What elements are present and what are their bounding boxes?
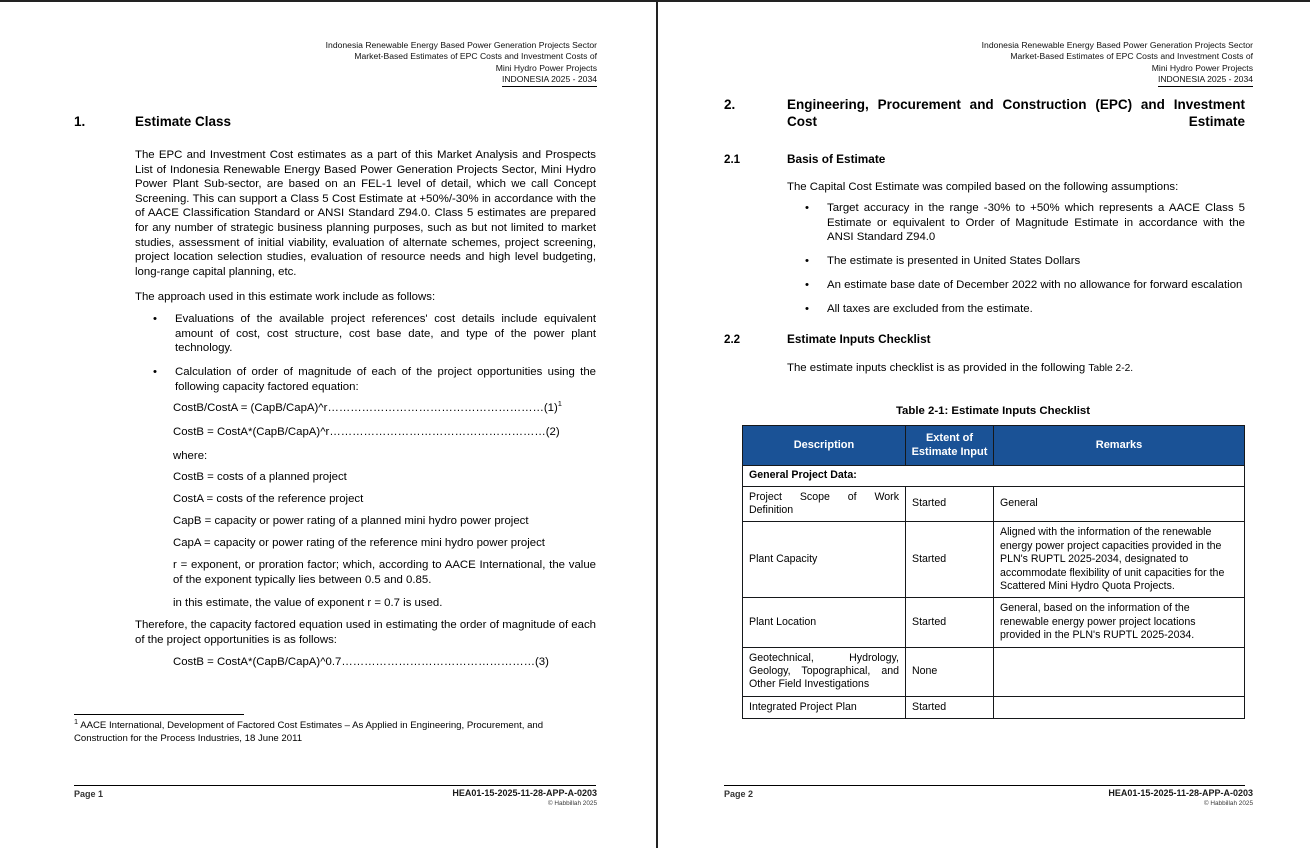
definition-r-value: in this estimate, the value of exponent r = 0.7 is used.: [173, 597, 443, 609]
footnote-separator: [74, 714, 244, 715]
page-2: [656, 2, 1310, 848]
column-header-extent-line-1: Extent of: [925, 432, 974, 444]
page-number-2: Page 2: [724, 789, 754, 799]
running-header-line-2: Market-Based Estimates of EPC Costs and Investment Costs of: [1010, 51, 1253, 62]
heading-2-number: 2.: [724, 97, 736, 112]
paragraph-intro: The EPC and Investment Cost estimates as a part of this Market Analysis and Prospects List of Indonesia Renewable Energy Based Power Generation Projects Sector, Mini Hydro Power Plant Sub-sector, are based on an FEL-1 level of detail, which we call Concept Screening. This can support a Class 5 Cost Estimate at +50%/-30% in accordance with the of AACE Classification Standard or ANSI Standard Z94.0. Class 5 estimates are prepared for any number of strategic business planning purposes, such as but not limited to market studies, assessment of initial viability, evaluation of alternate schemes, project screening, project location selection studies, evaluation of resource needs and high level budgeting, long-range capital planning, etc.: [135, 149, 596, 278]
equation-2-leader: …………………………………………………: [329, 426, 546, 438]
equation-3: [173, 655, 549, 670]
running-header-line-3: Mini Hydro Power Projects: [1151, 62, 1253, 73]
table-cross-reference: Table 2-2.: [1088, 363, 1134, 374]
equation-2: [173, 425, 560, 440]
table-group-row: [743, 466, 1245, 486]
table-row: [743, 598, 1245, 647]
cell-extent: Started: [906, 696, 994, 718]
equation-1-leader: …………………………………………………: [327, 402, 544, 414]
equation-2-expression: CostB = CostA*(CapB/CapA)^r: [173, 426, 330, 438]
list-item: • Evaluations of the available project references' cost details include equivalent amount of cost, cost structure, cost base date, and type of the power plant technology.: [144, 312, 596, 356]
table-row: [743, 647, 1245, 696]
heading-2-1-title: Basis of Estimate: [787, 152, 886, 166]
footnote-mark: 1: [74, 716, 79, 726]
column-header-extent-line-2: Estimate Input: [911, 445, 988, 458]
cell-remarks: [994, 647, 1245, 696]
heading-1-number: 1.: [74, 114, 86, 129]
doc-number-2: HEA01-15-2025-11-28-APP-A-0203: [1108, 788, 1253, 798]
list-item: • Calculation of order of magnitude of each of the project opportunities using the following capacity factored equation:: [144, 365, 596, 394]
cell-extent: Started: [906, 486, 994, 522]
paragraph-approach: The approach used in this estimate work include as follows:: [135, 291, 436, 303]
footer-separator-page-2: [724, 785, 1245, 786]
list-item: • All taxes are excluded from the estimate.: [796, 302, 1245, 317]
cell-description: Integrated Project Plan: [743, 696, 906, 718]
running-header-page-1: [72, 40, 597, 87]
cell-description: Plant Capacity: [743, 522, 906, 598]
heading-2-2-number: 2.2: [724, 333, 741, 346]
cell-remarks: Aligned with the information of the renewable energy power project capacities provided in the PLN's RUPTL 2025-2034, designated to accommodate flexibility of unit capacities for the Scattered Mini Hydro Quota Projects.: [994, 522, 1245, 598]
cell-remarks: General: [994, 486, 1245, 522]
running-header-line-2: Market-Based Estimates of EPC Costs and Investment Costs of: [354, 51, 597, 62]
doc-number-1: HEA01-15-2025-11-28-APP-A-0203: [452, 788, 597, 798]
paragraph-checklist-intro-text: The estimate inputs checklist is as provided in the following: [787, 362, 1089, 374]
running-header-line-1: Indonesia Renewable Energy Based Power Generation Projects Sector: [325, 40, 597, 50]
copyright-2: © Habbillah 2025: [1203, 800, 1253, 807]
equation-1-number: (1): [543, 402, 558, 414]
heading-2-2: [724, 331, 1245, 348]
equation-1-expression: CostB/CostA = (CapB/CapA)^r: [173, 402, 328, 414]
cell-remarks: General, based on the information of the renewable energy power project locations provided in the PLN's RUPTL 2025-2034.: [994, 598, 1245, 647]
heading-1-title: Estimate Class: [135, 114, 232, 129]
running-header-line-4: INDONESIA 2025 - 2034: [502, 74, 597, 86]
table-caption: Table 2-1: Estimate Inputs Checklist: [895, 405, 1091, 417]
column-header-extent: [906, 426, 994, 466]
cell-extent: Started: [906, 598, 994, 647]
table-group-label: General Project Data:: [743, 466, 1245, 486]
paragraph-therefore: Therefore, the capacity factored equation used in estimating the order of magnitude of each of the project opportunities is as follows:: [135, 619, 596, 646]
heading-2-2-title: Estimate Inputs Checklist: [787, 332, 931, 346]
definition-capa: CapA = capacity or power rating of the reference mini hydro power project: [173, 537, 545, 549]
assumption-bullets: [796, 201, 1245, 327]
definition-costa: CostA = costs of the reference project: [173, 493, 364, 505]
paragraph-basis-intro: The Capital Cost Estimate was compiled based on the following assumptions:: [787, 181, 1179, 193]
table-header-row: [743, 426, 1245, 466]
cell-remarks: [994, 696, 1245, 718]
column-header-remarks: Remarks: [994, 426, 1245, 466]
cell-extent: None: [906, 647, 994, 696]
column-header-description: Description: [743, 426, 906, 466]
equation-1: [173, 401, 562, 416]
footer-separator-page-1: [74, 785, 596, 786]
running-header-page-2: [722, 40, 1253, 87]
cell-description: Project Scope of Work Definition: [743, 486, 906, 522]
heading-2-title: Engineering, Procurement and Construction (EPC) and Investment Cost Estimate: [787, 97, 1245, 129]
cell-description: Geotechnical, Hydrology, Geology, Topographical, and Other Field Investigations: [743, 647, 906, 696]
table-row: [743, 522, 1245, 598]
equation-1-footnote-mark: 1: [557, 399, 563, 409]
page-1: [0, 2, 655, 848]
heading-2-1: [724, 151, 1245, 168]
estimate-inputs-checklist-table: [742, 425, 1245, 719]
list-item: • The estimate is presented in United States Dollars: [796, 254, 1245, 269]
approach-bullets: [144, 312, 596, 404]
copyright-1: © Habbillah 2025: [547, 800, 597, 807]
list-item: • Target accuracy in the range -30% to +50% which represents a AACE Class 5 Estimate or equivalent to Order of Magnitude Estimate in accordance with the ANSI Standard Z94.0: [796, 201, 1245, 245]
equation-3-leader: ……………………………………………: [341, 656, 536, 668]
table-row: [743, 696, 1245, 718]
cell-description: Plant Location: [743, 598, 906, 647]
footnote-1: [74, 716, 596, 745]
definition-capb: CapB = capacity or power rating of a planned mini hydro power project: [173, 515, 529, 527]
running-header-line-4: INDONESIA 2025 - 2034: [1158, 74, 1253, 86]
page-number-1: Page 1: [74, 789, 104, 799]
table-row: [743, 486, 1245, 522]
heading-2: [724, 96, 1245, 147]
paragraph-checklist-intro: [787, 361, 1245, 377]
list-item: • An estimate base date of December 2022 with no allowance for forward escalation: [796, 278, 1245, 293]
definition-costb: CostB = costs of a planned project: [173, 471, 347, 483]
footnote-text: AACE International, Development of Factored Cost Estimates – As Applied in Engineering, Procurement, and Construction for the Process Industries, 18 June 2011: [74, 720, 544, 744]
running-header-line-1: Indonesia Renewable Energy Based Power Generation Projects Sector: [981, 40, 1253, 50]
definition-r: r = exponent, or proration factor; which, according to AACE International, the value of the exponent typically lies between 0.5 and 0.85.: [173, 559, 596, 586]
cell-extent: Started: [906, 522, 994, 598]
running-header-line-3: Mini Hydro Power Projects: [495, 62, 597, 73]
equation-2-number: (2): [545, 426, 560, 438]
heading-2-1-number: 2.1: [724, 153, 741, 166]
heading-1: [74, 113, 599, 130]
where-label: where:: [173, 450, 208, 462]
equation-3-expression: CostB = CostA*(CapB/CapA)^0.7: [173, 656, 342, 668]
equation-3-number: (3): [535, 656, 549, 668]
